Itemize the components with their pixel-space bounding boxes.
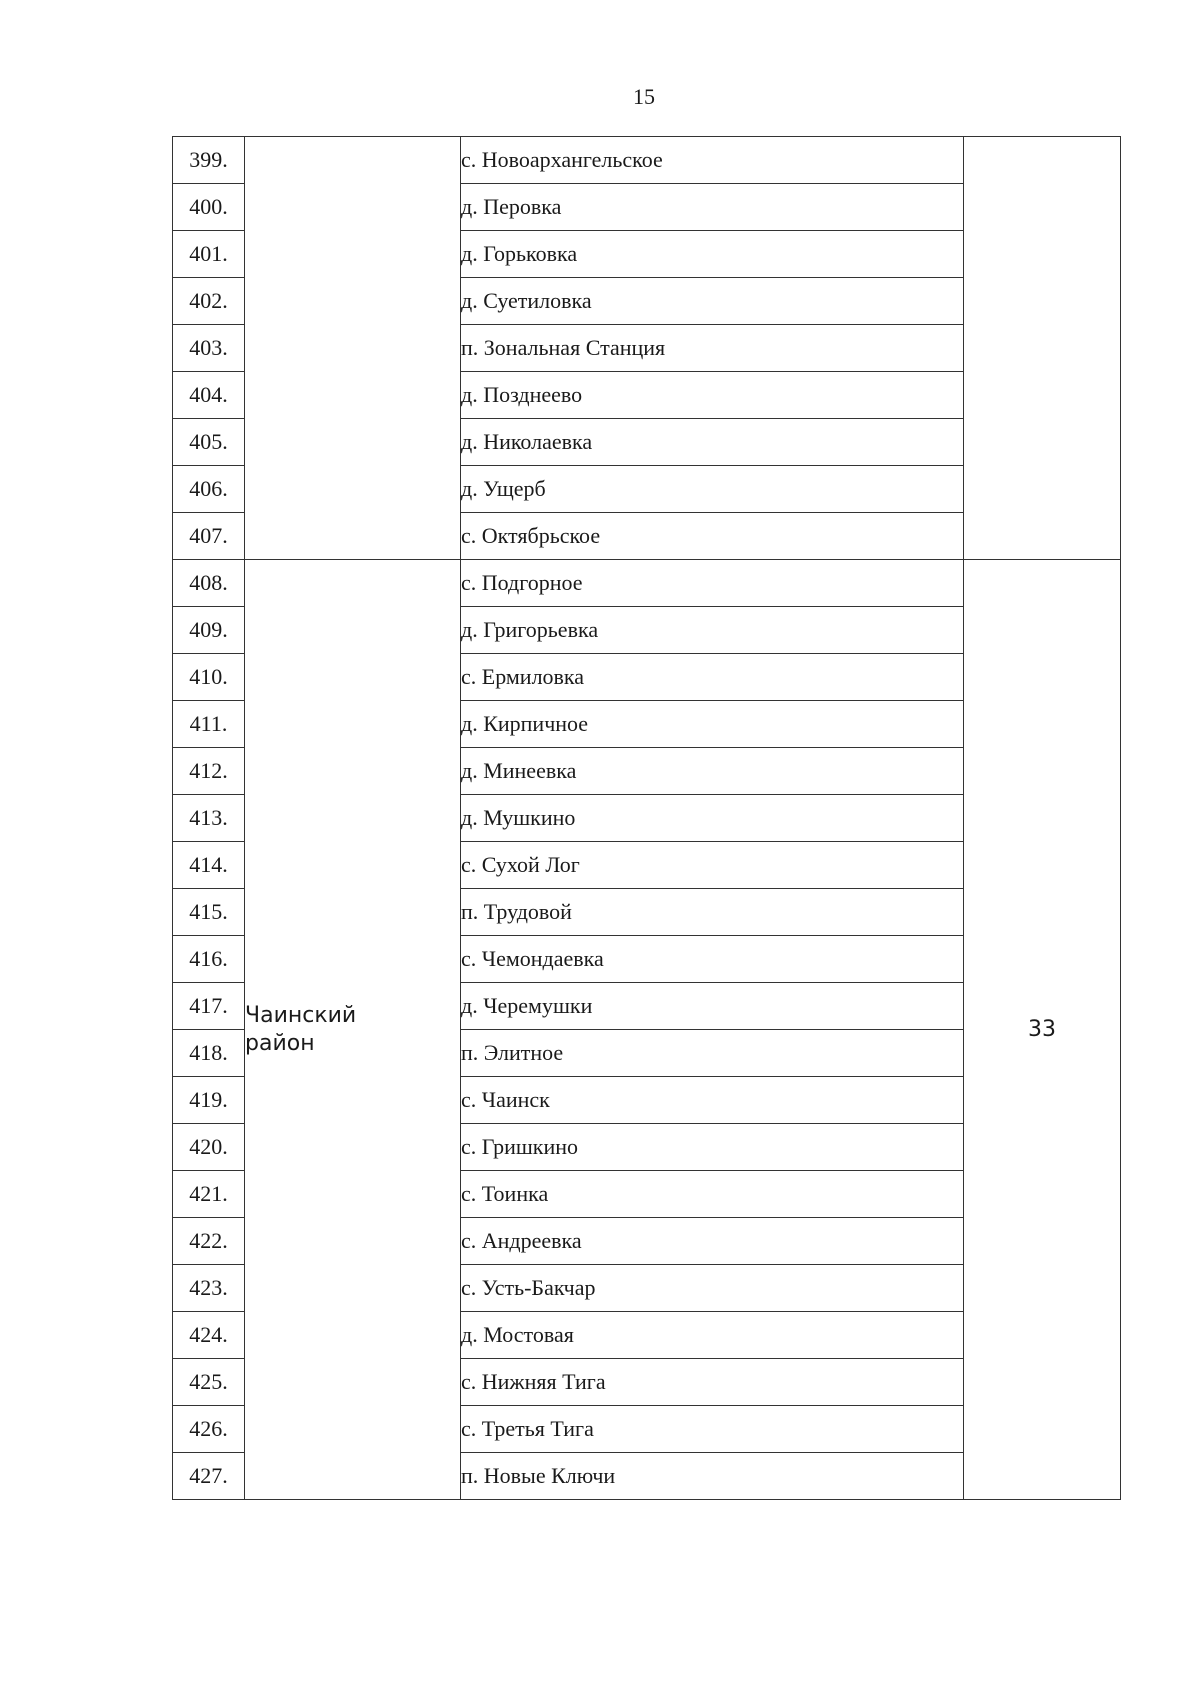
row-number: 403. (173, 325, 245, 372)
settlement-name: с. Андреевка (461, 1218, 964, 1265)
row-number: 420. (173, 1124, 245, 1171)
row-number: 407. (173, 513, 245, 560)
settlement-name: д. Суетиловка (461, 278, 964, 325)
table-body (173, 137, 1121, 1500)
row-number: 425. (173, 1359, 245, 1406)
row-number: 418. (173, 1030, 245, 1077)
settlement-name: п. Трудовой (461, 889, 964, 936)
table-row (173, 560, 1121, 607)
settlements-table (172, 136, 1121, 1500)
settlement-name: д. Ущерб (461, 466, 964, 513)
settlement-name: д. Григорьевка (461, 607, 964, 654)
settlement-name: д. Позднеево (461, 372, 964, 419)
settlement-name: с. Сухой Лог (461, 842, 964, 889)
row-number: 400. (173, 184, 245, 231)
settlement-name: с. Ермиловка (461, 654, 964, 701)
district-name: Чаинский район (245, 1002, 357, 1056)
row-number: 416. (173, 936, 245, 983)
row-number: 408. (173, 560, 245, 607)
row-number: 427. (173, 1453, 245, 1500)
settlement-name: д. Черемушки (461, 983, 964, 1030)
settlement-name: д. Минеевка (461, 748, 964, 795)
row-number: 423. (173, 1265, 245, 1312)
row-number: 413. (173, 795, 245, 842)
settlement-name: д. Горьковка (461, 231, 964, 278)
settlement-name: д. Николаевка (461, 419, 964, 466)
row-number: 410. (173, 654, 245, 701)
settlement-name: д. Перовка (461, 184, 964, 231)
count-cell (964, 137, 1121, 560)
row-number: 426. (173, 1406, 245, 1453)
row-number: 412. (173, 748, 245, 795)
page-number: 15 (633, 84, 655, 109)
district-cell (245, 137, 461, 560)
table-row (173, 137, 1121, 184)
settlement-name: д. Мушкино (461, 795, 964, 842)
settlement-name: с. Чаинск (461, 1077, 964, 1124)
row-number: 399. (173, 137, 245, 184)
settlement-name: с. Тоинка (461, 1171, 964, 1218)
row-number: 404. (173, 372, 245, 419)
district-cell (245, 560, 461, 1500)
row-number: 405. (173, 419, 245, 466)
settlement-name: д. Мостовая (461, 1312, 964, 1359)
settlement-name: д. Кирпичное (461, 701, 964, 748)
row-number: 411. (173, 701, 245, 748)
row-number: 421. (173, 1171, 245, 1218)
row-number: 401. (173, 231, 245, 278)
settlement-name: с. Чемондаевка (461, 936, 964, 983)
settlement-name: п. Новые Ключи (461, 1453, 964, 1500)
count-cell: 33 (964, 560, 1121, 1500)
row-number: 409. (173, 607, 245, 654)
row-number: 424. (173, 1312, 245, 1359)
settlement-name: с. Усть-Бакчар (461, 1265, 964, 1312)
settlement-name: с. Подгорное (461, 560, 964, 607)
settlement-name: п. Зональная Станция (461, 325, 964, 372)
settlement-name: п. Элитное (461, 1030, 964, 1077)
settlement-name: с. Нижняя Тига (461, 1359, 964, 1406)
row-number: 402. (173, 278, 245, 325)
row-number: 422. (173, 1218, 245, 1265)
settlement-name: с. Гришкино (461, 1124, 964, 1171)
settlement-name: с. Новоархангельское (461, 137, 964, 184)
row-number: 417. (173, 983, 245, 1030)
row-number: 415. (173, 889, 245, 936)
settlement-name: с. Третья Тига (461, 1406, 964, 1453)
row-number: 406. (173, 466, 245, 513)
settlement-name: с. Октябрьское (461, 513, 964, 560)
row-number: 414. (173, 842, 245, 889)
row-number: 419. (173, 1077, 245, 1124)
